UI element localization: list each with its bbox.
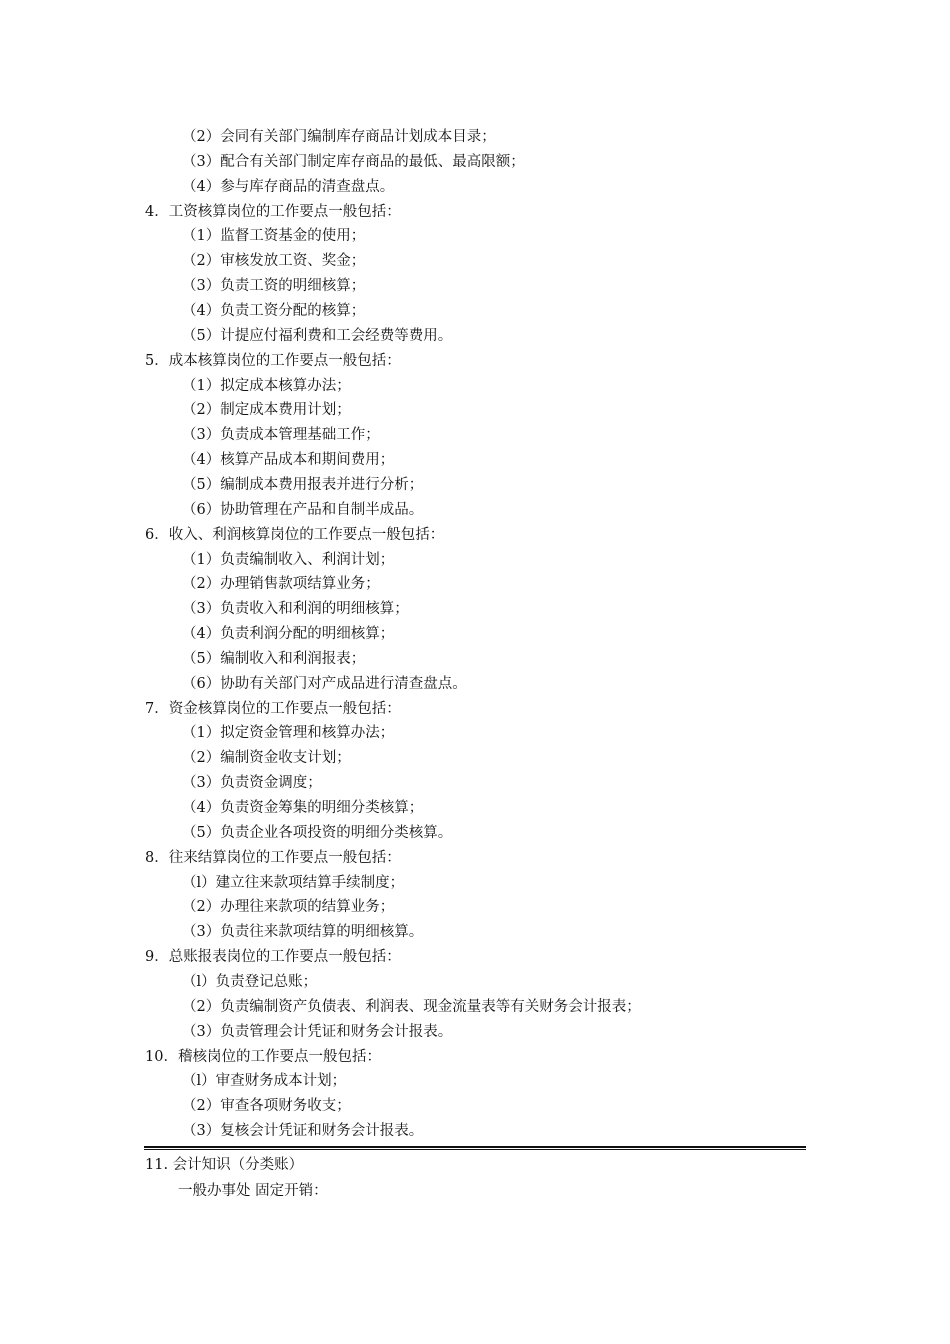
list-item: （4）负责工资分配的核算；: [182, 303, 366, 319]
list-item: （5）计提应付福利费和工会经费等费用。: [182, 327, 453, 344]
section-heading: 10．稽核岗位的工作要点一般包括：: [145, 1048, 381, 1065]
list-item: （2）审核发放工资、奖金；: [182, 253, 366, 270]
section-heading: 4．工资核算岗位的工作要点一般包括：: [145, 203, 401, 220]
section-heading: 7．资金核算岗位的工作要点一般包括：: [145, 700, 401, 717]
list-item: （2）负责编制资产负债表、利润表、现金流量表等有关财务会计报表；: [182, 998, 641, 1015]
list-item: （2）审查各项财务收支；: [182, 1098, 351, 1115]
list-item: （5）负责企业各项投资的明细分类核算。: [182, 824, 453, 841]
section-11-text: 一般办事处 固定开销：: [178, 1183, 328, 1199]
list-item: （3）负责收入和利润的明细核算；: [182, 601, 409, 618]
list-item: （3）负责资金调度；: [182, 775, 322, 792]
list-item: （6）协助管理在产品和自制半成品。: [182, 501, 424, 518]
list-item: （5）编制收入和利润报表；: [182, 650, 366, 667]
list-item: （3）配合有关部门制定库存商品的最低、最高限额；: [182, 153, 525, 170]
list-item: （4）负责利润分配的明细核算；: [182, 626, 395, 642]
list-item: （1）监督工资基金的使用；: [182, 228, 366, 245]
list-item: （2）办理销售款项结算业务；: [182, 576, 380, 593]
list-item: （5）编制成本费用报表并进行分析；: [182, 476, 424, 493]
list-item: （4）参与库存商品的清查盘点。: [182, 178, 395, 195]
list-item: （2）编制资金收支计划；: [182, 750, 351, 767]
section-11-title: 11. 会计知识（分类账）: [145, 1157, 304, 1173]
list-item: （3）复核会计凭证和财务会计报表。: [182, 1123, 424, 1139]
list-item: （4）核算产品成本和期间费用；: [182, 452, 395, 469]
list-item: （1）拟定成本核算办法；: [182, 377, 351, 394]
list-item: （1）拟定资金管理和核算办法；: [182, 725, 395, 742]
list-item: （2）制定成本费用计划；: [182, 402, 351, 419]
list-item: （3）负责往来款项结算的明细核算。: [182, 924, 424, 941]
list-item: （2）办理往来款项的结算业务；: [182, 899, 395, 916]
section-heading: 8．往来结算岗位的工作要点一般包括：: [145, 849, 401, 866]
list-item: （3）负责成本管理基础工作；: [182, 427, 380, 444]
list-item: （4）负责资金筹集的明细分类核算；: [182, 800, 424, 816]
list-item: （3）负责管理会计凭证和财务会计报表。: [182, 1023, 453, 1040]
list-item: （2）会同有关部门编制库存商品计划成本目录；: [182, 129, 496, 145]
list-item: （l）负责登记总账；: [182, 973, 318, 990]
section-heading: 5．成本核算岗位的工作要点一般包括：: [145, 352, 401, 369]
list-item: （1）负责编制收入、利润计划；: [182, 551, 395, 568]
section-divider: [144, 1146, 806, 1150]
list-item: （l）审查财务成本计划；: [182, 1073, 347, 1090]
section-heading: 9．总账报表岗位的工作要点一般包括：: [145, 949, 401, 966]
list-item: （l）建立往来款项结算手续制度；: [182, 874, 405, 891]
section-heading: 6．收入、利润核算岗位的工作要点一般包括：: [145, 526, 445, 543]
list-item: （3）负责工资的明细核算；: [182, 278, 366, 295]
list-item: （6）协助有关部门对产成品进行清查盘点。: [182, 675, 467, 692]
